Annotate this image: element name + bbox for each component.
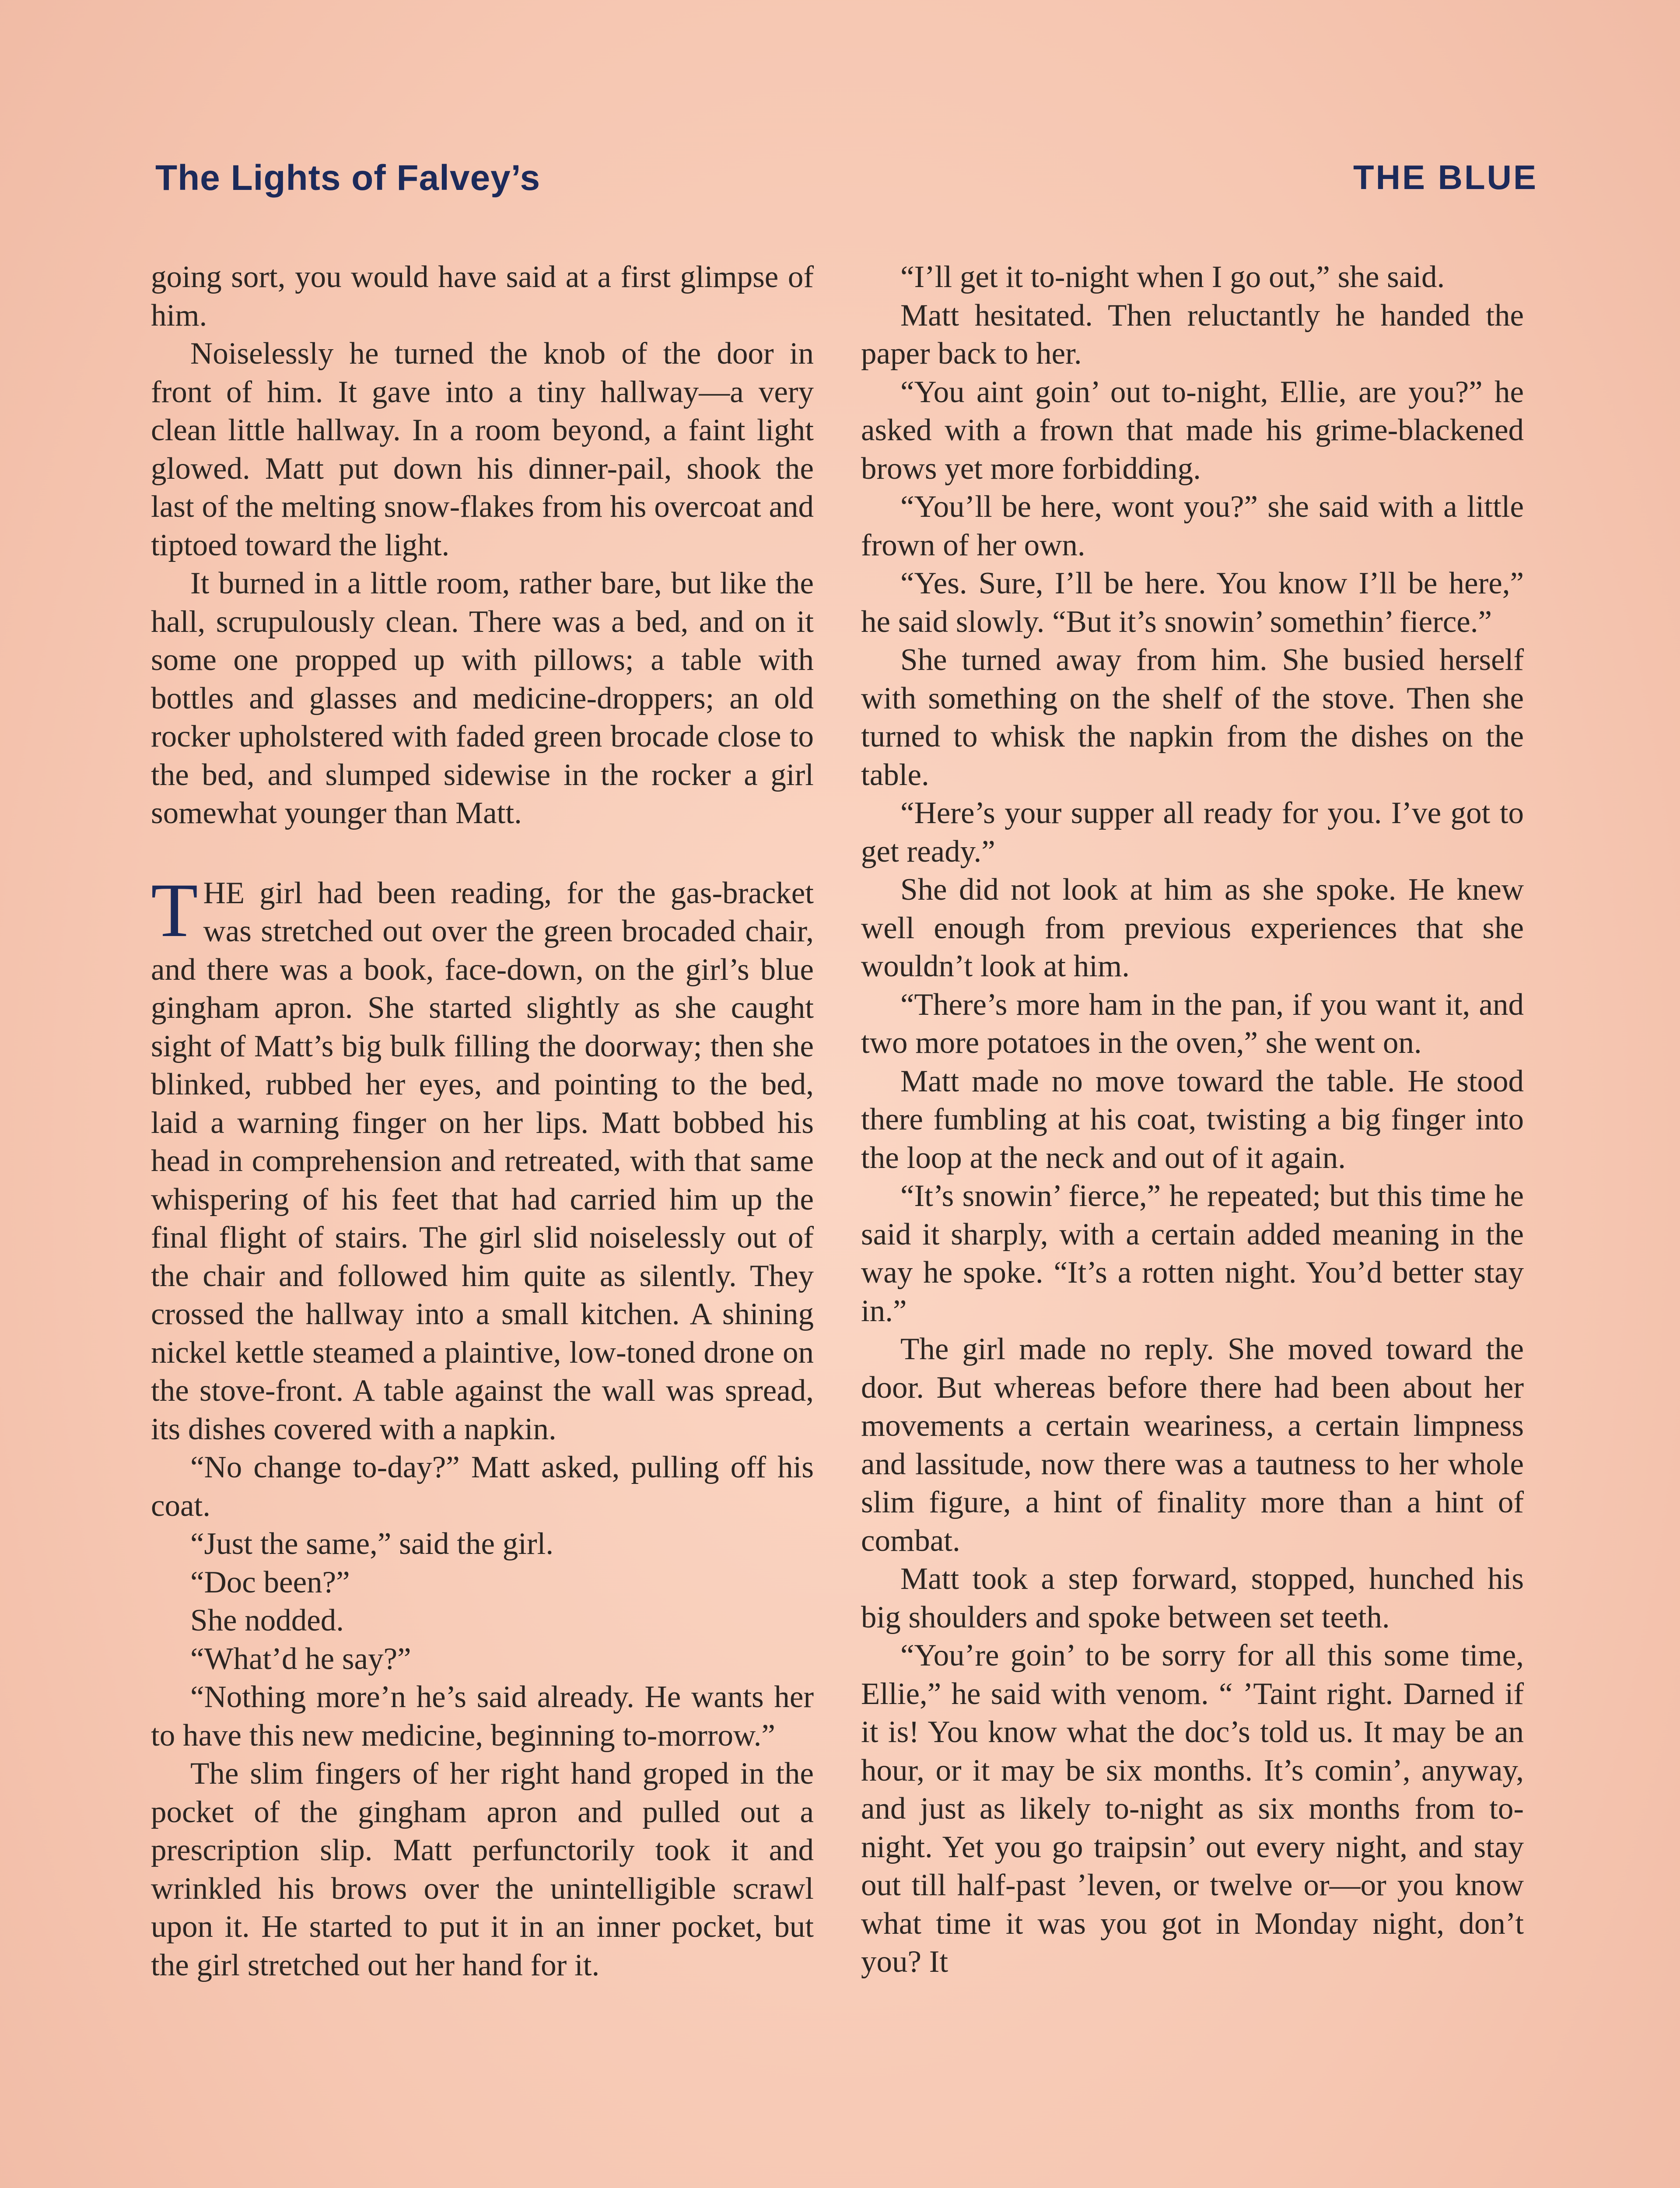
paragraph: Matt took a step forward, stopped, hunched his big shoulders and spoke between set teeth.: [861, 1562, 1524, 1634]
paragraph: “Nothing more’n he’s said already. He wants her to have this new medicine, beginning to-morrow.”: [151, 1680, 814, 1753]
paragraph: The girl made no reply. She moved toward the door. But whereas before there had been about her movements a certain weariness, a certain limpness and lassitude, now there was a tautness to her whole slim figure, a hint of finality more than a hint of combat.: [861, 1332, 1524, 1558]
paragraph: Matt hesitated. Then reluctantly he handed the paper back to her.: [861, 298, 1524, 371]
paragraph: She did not look at him as she spoke. He knew well enough from previous experiences that she wouldn’t look at him.: [861, 873, 1524, 983]
drop-cap: T: [151, 867, 198, 953]
section-opening-paragraph: [151, 867, 814, 1449]
paragraph: “Doc been?”: [190, 1565, 350, 1599]
paragraph: “There’s more ham in the pan, if you want it, and two more potatoes in the oven,” she went on.: [861, 987, 1524, 1060]
paragraph: Noiselessly he turned the knob of the door in front of him. It gave into a tiny hallway—a very clean little hallway. In a room beyond, a faint light glowed. Matt put down his dinner-pail, shook the last of the melting snow-flakes from his overcoat and tiptoed toward the light.: [151, 337, 814, 562]
paragraph: She turned away from him. She busied herself with something on the shelf of the stove. Then she turned to whisk the napkin from the dishes on the table.: [861, 643, 1524, 792]
paragraph: “You’re goin’ to be sorry for all this some time, Ellie,” he said with venom. “ ’Taint right. Darned if it is! You know what the doc’s told us. It may be an hour, or it may be six months. It’s comin’, anyway, and just as likely to-night as six months from to-night. Yet you go traipsin’ out every night, and stay out till half-past ’leven, or twelve or—or you know what time it was you got in Monday night, don’t you? It: [861, 1638, 1524, 1979]
paragraph: “You’ll be here, wont you?” she said with a little frown of her own.: [861, 490, 1524, 562]
paragraph-text: HE girl had been reading, for the gas-bracket was stretched out over the green brocaded chair, and there was a book, face-down, on the girl’s blue gingham apron. She started slightly as she caught sight of Matt’s big bulk filling the doorway; then she blinked, rubbed her eyes, and pointing to the bed, laid a warning finger on her lips. Matt bobbed his head in comprehension and retreated, with that same whispering of his feet that had carried him up the final flight of stairs. The girl slid noiselessly out of the chair and followed him quite as silently. They crossed the hallway into a small kitchen. A shining nickel kettle steamed a plaintive, low-toned drone on the stove-front. A table against the wall was spread, its dishes covered with a napkin.: [151, 876, 814, 1446]
paragraph: It burned in a little room, rather bare, but like the hall, scrupulously clean. There was a bed, and on it some one propped up with pillows; a table with bottles and glasses and medicine-droppers; an old rocker upholstered with faded green brocade close to the bed, and slumped sidewise in the rocker a girl somewhat younger than Matt.: [151, 566, 814, 830]
paragraph: “I’ll get it to-night when I go out,” she said.: [900, 260, 1445, 294]
paragraph: “Yes. Sure, I’ll be here. You know I’ll be here,” he said slowly. “But it’s snowin’ somethin’ fierce.”: [861, 566, 1524, 639]
paragraph: “Just the same,” said the girl.: [190, 1527, 554, 1561]
running-head-story-title: The Lights of Falvey’s: [155, 158, 541, 198]
paragraph: She nodded.: [190, 1603, 344, 1637]
paragraph: “It’s snowin’ fierce,” he repeated; but this time he said it sharply, with a certain added meaning in the way he spoke. “It’s a rotten night. You’d better stay in.”: [861, 1179, 1524, 1328]
paragraph: Matt made no move toward the table. He stood there fumbling at his coat, twisting a big finger into the loop at the neck and out of it again.: [861, 1064, 1524, 1175]
paragraph: going sort, you would have said at a first glimpse of him.: [151, 260, 814, 333]
paragraph: The slim fingers of her right hand groped in the pocket of the gingham apron and pulled out a prescription slip. Matt perfunctorily took it and wrinkled his brows over the unintelligible scrawl upon it. He started to put it in an inner pocket, but the girl stretched out her hand for it.: [151, 1757, 814, 1982]
paragraph: “What’d he say?”: [190, 1641, 411, 1676]
running-head-magazine-title: THE BLUE: [1353, 158, 1538, 196]
left-column: [151, 258, 814, 1985]
paragraph: “No change to-day?” Matt asked, pulling off his coat.: [151, 1450, 814, 1523]
paragraph: “You aint goin’ out to-night, Ellie, are you?” he asked with a frown that made his grime-blackened brows yet more forbidding.: [861, 375, 1524, 486]
right-column: [861, 258, 1524, 1981]
paragraph: “Here’s your supper all ready for you. I’ve got to get ready.”: [861, 796, 1524, 869]
